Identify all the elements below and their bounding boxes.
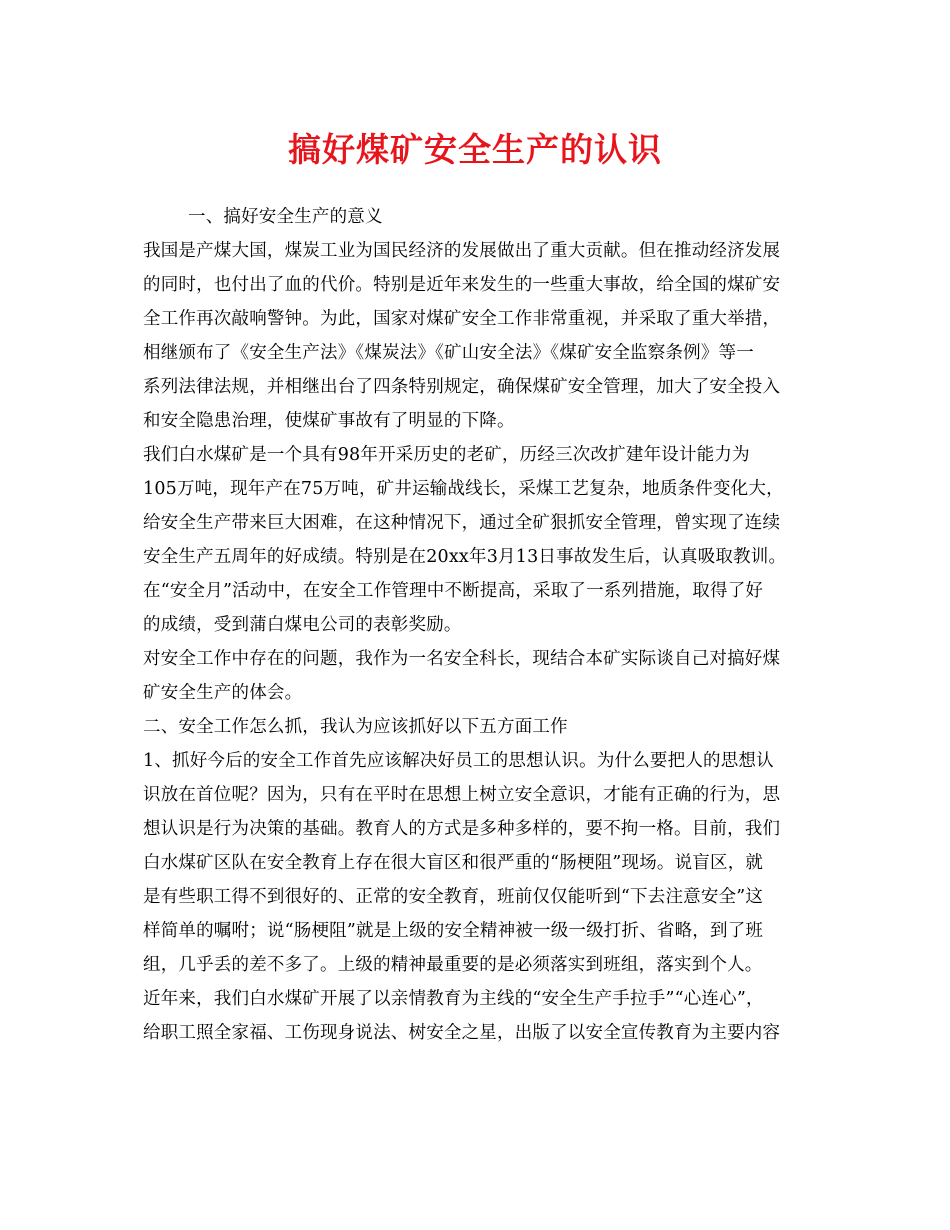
paragraph-line: 识放在首位呢？因为，只有在平时在思想上树立安全意识，才能有正确的行为，思 [143, 785, 781, 805]
paragraph-line: 系列法律法规，并相继出台了四条特别规定，确保煤矿安全管理，加大了安全投入 [143, 377, 781, 397]
paragraph-line: 样简单的嘱咐；说“肠梗阻”就是上级的安全精神被一级一级打折、省略，到了班 [143, 921, 764, 941]
paragraph-line: 和安全隐患治理，使煤矿事故有了明显的下降。 [143, 411, 515, 431]
document-title: 搞好煤矿安全生产的认识 [288, 130, 662, 169]
paragraph-line: 105万吨，现年产在75万吨，矿井运输战线长，采煤工艺复杂，地质条件变化大， [143, 479, 784, 499]
document-body [143, 200, 813, 1050]
paragraph-line: 在“安全月”活动中，在安全工作管理中不断提高，采取了一系列措施，取得了好 [143, 581, 764, 601]
paragraph-line: 我们白水煤矿是一个具有98年开采历史的老矿，历经三次改扩建年设计能力为 [143, 445, 750, 465]
paragraph-line: 给安全生产带来巨大困难，在这种情况下，通过全矿狠抓安全管理，曾实现了连续 [143, 513, 781, 533]
paragraph-line: 的同时，也付出了血的代价。特别是近年来发生的一些重大事故，给全国的煤矿安 [143, 275, 781, 295]
paragraph-line: 近年来，我们白水煤矿开展了以亲情教育为主线的“安全生产手拉手”“心连心”， [143, 989, 764, 1009]
paragraph-line: 1、抓好今后的安全工作首先应该解决好员工的思想认识。为什么要把人的思想认 [143, 751, 774, 771]
section-heading-1: 一、搞好安全生产的意义 [188, 207, 383, 227]
paragraph-line: 白水煤矿区队在安全教育上存在很大盲区和很严重的“肠梗阻”现场。说盲区，就 [143, 853, 764, 873]
paragraph-line: 对安全工作中存在的问题，我作为一名安全科长，现结合本矿实际谈自己对搞好煤 [143, 649, 781, 669]
paragraph-line: 相继颁布了《安全生产法》《煤炭法》《矿山安全法》《煤矿安全监察条例》等一 [143, 343, 754, 363]
paragraph-line: 我国是产煤大国，煤炭工业为国民经济的发展做出了重大贡献。但在推动经济发展 [143, 241, 781, 261]
paragraph-line: 安全生产五周年的好成绩。特别是在20xx年3月13日事故发生后，认真吸取教训。 [143, 547, 787, 567]
paragraph-line: 想认识是行为决策的基础。教育人的方式是多种多样的，要不拘一格。目前，我们 [143, 819, 781, 839]
paragraph-line: 的成绩，受到蒲白煤电公司的表彰奖励。 [143, 615, 462, 635]
paragraph-line: 组，几乎丢的差不多了。上级的精神最重要的是必须落实到班组，落实到个人。 [143, 955, 763, 975]
paragraph-line: 全工作再次敲响警钟。为此，国家对煤矿安全工作非常重视，并采取了重大举措， [143, 309, 781, 329]
paragraph-line: 是有些职工得不到很好的、正常的安全教育，班前仅仅能听到“下去注意安全”这 [143, 887, 764, 907]
paragraph-line: 矿安全生产的体会。 [143, 683, 303, 703]
paragraph-line: 给职工照全家福、工伤现身说法、树安全之星，出版了以安全宣传教育为主要内容 [143, 1023, 781, 1043]
section-heading-2: 二、安全工作怎么抓，我认为应该抓好以下五方面工作 [143, 717, 568, 737]
